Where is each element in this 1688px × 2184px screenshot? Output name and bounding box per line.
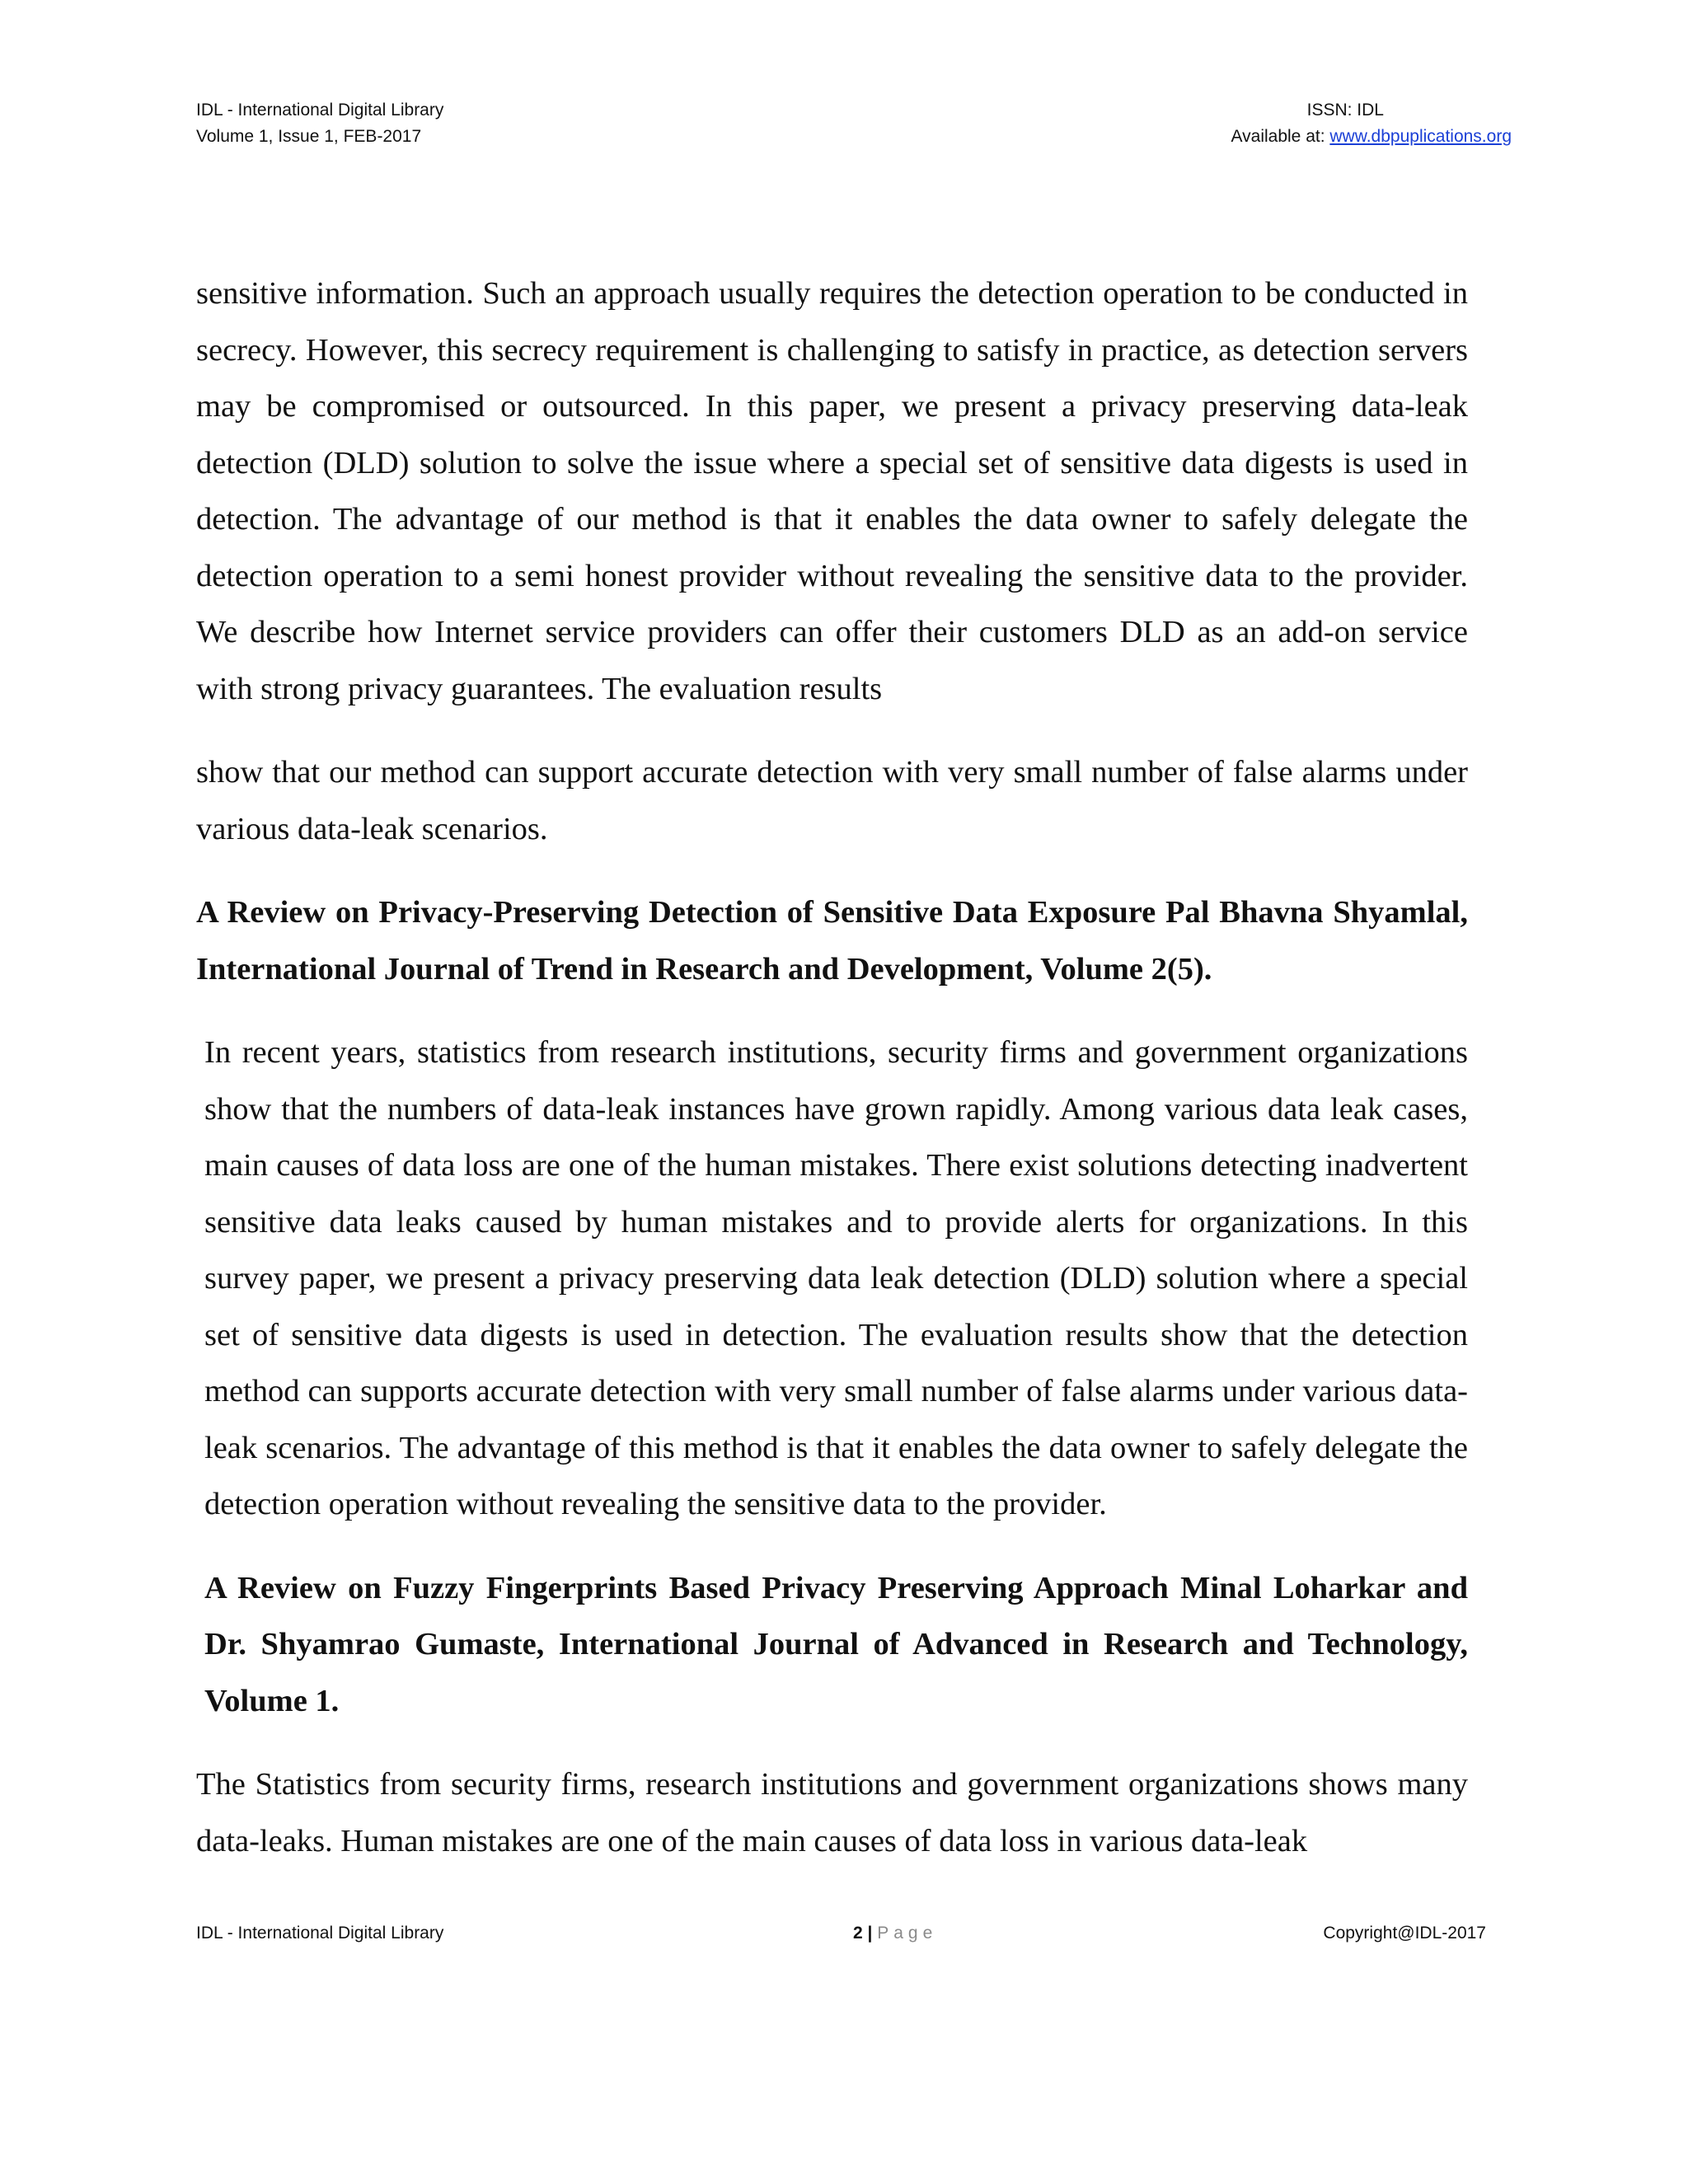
available-at-label: Available at: [1231,127,1330,146]
publication-link[interactable]: www.dbpuplications.org [1329,127,1512,146]
paragraph-1: sensitive information. Such an approach usually requires the detection operation to be conducted in secrecy. However, this secrecy requirement is challenging to satisfy in practice, as detection servers may be compromised or outsourced. In this paper, we present a privacy preserving data-leak detection (DLD) solution to solve the issue where a special set of sensitive data digests is used in detection. The advantage of our method is that it enables the data owner to safely delegate the detection operation to a semi honest provider without revealing the sensitive data to the provider. We describe how Internet service providers can offer their customers DLD as an add-on service with strong privacy guarantees. The evaluation results [196,276,1468,706]
section-heading-2: A Review on Fuzzy Fingerprints Based Privacy Preserving Approach Minal Loharkar and Dr. Shyamrao Gumaste, International Journal of Advanced in Research and Technology, Volume 1. [204,1570,1468,1718]
page-word: Page [877,1924,938,1943]
issn: ISSN: IDL [1306,101,1384,120]
header-right [1231,97,1512,150]
journal-name: IDL - International Digital Library [196,101,444,120]
section-heading-1: A Review on Privacy-Preserving Detection of Sensitive Data Exposure Pal Bhavna Shyamlal, International Journal of Trend in Research and Development, Volume 2(5). [196,895,1468,987]
paragraph-2: show that our method can support accurate detection with very small number of false alarms under various data-leak scenarios. [196,755,1468,846]
paragraph-3: In recent years, statistics from research institutions, security firms and government organizations show that the numbers of data-leak instances have grown rapidly. Among various data leak cases, main causes of data loss are one of the human mistakes. There exist solutions detecting inadvertent sensitive data leaks caused by human mistakes and to provide alerts for organizations. In this survey paper, we present a privacy preserving data leak detection (DLD) solution where a special set of sensitive data digests is used in detection. The evaluation results show that the detection method can supports accurate detection with very small number of false alarms under various data-leak scenarios. The advantage of this method is that it enables the data owner to safely delegate the detection operation without revealing the sensitive data to the provider. [204,1035,1468,1521]
page-number: 2 [853,1924,863,1943]
footer-library-name: IDL - International Digital Library [196,1924,444,1943]
page-separator: | [862,1924,878,1943]
footer-copyright: Copyright@IDL-2017 [1323,1924,1486,1943]
header-left [196,97,443,150]
page-indicator [853,1920,937,1947]
page-footer [196,1920,1486,1947]
availability [1231,124,1512,150]
page-body [196,265,1468,1896]
volume-issue: Volume 1, Issue 1, FEB-2017 [196,127,422,146]
paragraph-4: The Statistics from security firms, research institutions and government organizations shows many data-leaks. Human mistakes are one of the main causes of data loss in various data-leak [196,1767,1468,1858]
